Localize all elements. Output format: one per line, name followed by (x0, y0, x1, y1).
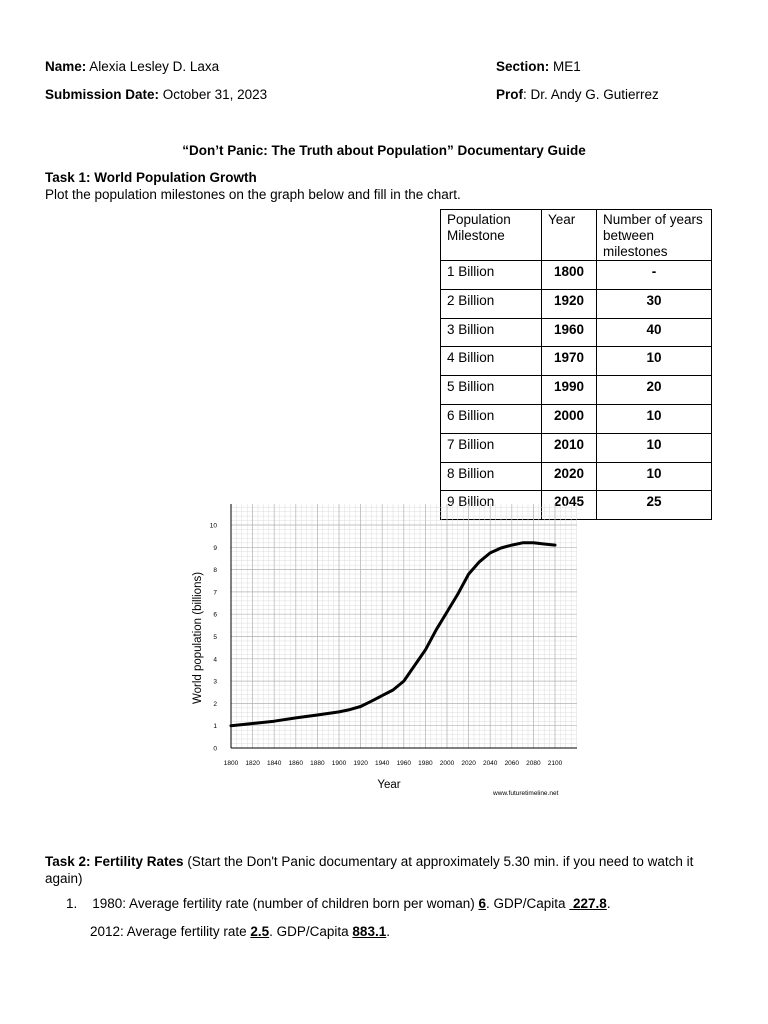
gdp-1980-answer: 227.8 (573, 896, 607, 911)
milestone-cell: 8 Billion (441, 462, 542, 491)
gap-cell: 10 (597, 347, 712, 376)
x-tick-label: 2100 (547, 760, 563, 767)
year-cell: 2000 (542, 404, 597, 433)
x-tick-label: 2020 (461, 760, 476, 767)
section-line (496, 59, 581, 74)
fertility-2012-answer: 2.5 (250, 924, 270, 939)
gap-cell: - (597, 261, 712, 290)
year-cell: 2045 (542, 491, 597, 520)
y-tick-label: 3 (213, 678, 217, 686)
x-tick-label: 2000 (439, 760, 455, 767)
gap-cell: 10 (597, 433, 712, 462)
year-cell: 1920 (542, 289, 597, 318)
table-row (441, 347, 712, 376)
date-label: Submission Date: (45, 87, 160, 102)
y-tick-label: 8 (213, 567, 217, 575)
name-label: Name: (45, 59, 87, 74)
y-tick-label: 7 (213, 589, 217, 597)
table-row (441, 376, 712, 405)
gap-cell: 30 (597, 289, 712, 318)
x-tick-label: 1800 (223, 760, 239, 767)
table-row (441, 462, 712, 491)
prof-value: : Dr. Andy G. Gutierrez (523, 87, 659, 102)
milestone-cell: 5 Billion (441, 376, 542, 405)
milestone-cell: 9 Billion (441, 491, 542, 520)
task1-heading: Task 1: World Population Growth (45, 170, 257, 185)
x-tick-label: 1960 (396, 760, 412, 767)
col-header-gap: Number of years between milestones (597, 210, 712, 261)
prof-line (496, 87, 659, 102)
task2-heading: Task 2: Fertility Rates (45, 854, 184, 869)
year-cell: 1960 (542, 318, 597, 347)
x-tick-label: 1860 (288, 760, 304, 767)
year-cell: 2020 (542, 462, 597, 491)
table-row (441, 289, 712, 318)
gap-cell: 10 (597, 404, 712, 433)
question-number: 1. (66, 896, 78, 911)
table-row (441, 404, 712, 433)
gap-cell: 20 (597, 376, 712, 405)
y-tick-label: 6 (213, 611, 217, 619)
table-row (441, 433, 712, 462)
y-tick-label: 9 (213, 544, 217, 552)
gap-cell: 25 (597, 491, 712, 520)
task2-note-cont: again) (45, 871, 83, 886)
table-row (441, 318, 712, 347)
prof-label: Prof (496, 87, 523, 102)
year-cell: 2010 (542, 433, 597, 462)
gap-cell: 40 (597, 318, 712, 347)
student-name: Alexia Lesley D. Laxa (89, 59, 220, 74)
name-line (45, 59, 219, 74)
x-tick-labels (224, 760, 563, 767)
milestone-cell: 2 Billion (441, 289, 542, 318)
milestone-cell: 3 Billion (441, 318, 542, 347)
milestone-cell: 4 Billion (441, 347, 542, 376)
task1-instruction: Plot the population milestones on the graph below and fill in the chart. (45, 187, 461, 202)
date-line (45, 87, 267, 102)
major-gridlines (231, 504, 577, 748)
milestone-table (440, 209, 712, 520)
milestone-cell: 7 Billion (441, 433, 542, 462)
fertility-1980-answer: 6 (478, 896, 486, 911)
x-tick-label: 2040 (482, 760, 498, 767)
x-tick-label: 2080 (526, 760, 541, 767)
milestone-cell: 6 Billion (441, 404, 542, 433)
x-tick-label: 1920 (353, 760, 368, 767)
task2-heading-line (45, 854, 693, 869)
y-tick-label: 4 (213, 656, 217, 664)
x-tick-label: 2060 (504, 760, 520, 767)
x-tick-label: 1940 (374, 760, 390, 767)
y-tick-labels (210, 523, 218, 753)
table-row (441, 261, 712, 290)
section-label: Section: (496, 59, 550, 74)
date-value: October 31, 2023 (162, 87, 268, 102)
x-tick-label: 1880 (310, 760, 325, 767)
question-1980: 1. 1980: Average fertility rate (number of children born per woman) 6. GDP/Capita 227.8. (66, 896, 611, 911)
x-axis-label: Year (377, 779, 401, 791)
x-tick-label: 1820 (245, 760, 260, 767)
x-tick-label: 1840 (266, 760, 282, 767)
y-tick-label: 5 (213, 634, 217, 641)
year-cell: 1800 (542, 261, 597, 290)
y-tick-label: 2 (213, 700, 217, 708)
x-tick-label: 1980 (418, 760, 433, 767)
col-header-milestone: Population Milestone (441, 210, 542, 261)
task2-note: (Start the Don't Panic documentary at approximately 5.30 min. if you need to watch it (183, 854, 694, 869)
year-cell: 1990 (542, 376, 597, 405)
gdp-2012-answer: 883.1 (352, 924, 387, 939)
milestone-cell: 1 Billion (441, 261, 542, 290)
gap-cell: 10 (597, 462, 712, 491)
section-value: ME1 (553, 59, 581, 74)
y-tick-label: 1 (213, 723, 217, 731)
x-tick-label: 1900 (331, 760, 347, 767)
table-header-row (441, 210, 712, 261)
col-header-year: Year (542, 210, 597, 261)
source-credit: www.futuretimeline.net (493, 790, 559, 797)
y-tick-label: 0 (213, 745, 217, 753)
y-axis-label: World population (billions) (192, 571, 204, 705)
year-cell: 1970 (542, 347, 597, 376)
question-2012: 2012: Average fertility rate 2.5. GDP/Capita 883.1. (90, 924, 390, 939)
y-tick-label: 10 (209, 522, 217, 530)
document-title: “Don’t Panic: The Truth about Population” Documentary Guide (182, 143, 586, 158)
population-chart (185, 500, 585, 800)
